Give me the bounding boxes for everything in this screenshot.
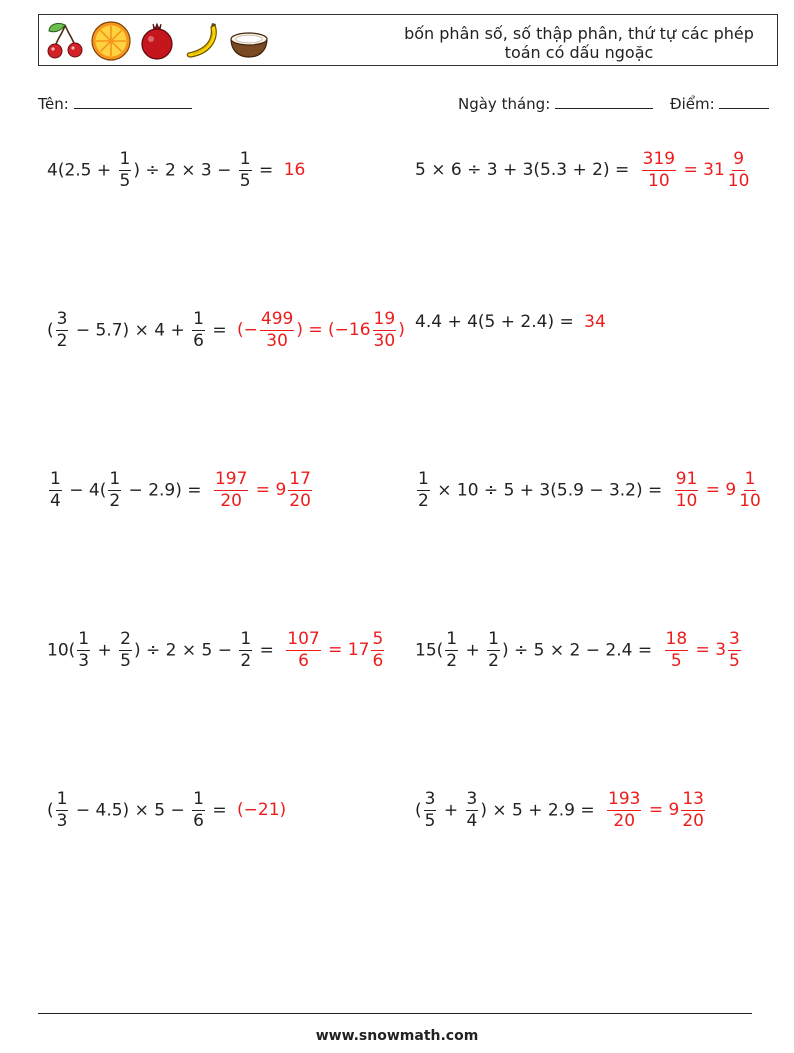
fraction-denominator: 5 bbox=[119, 170, 131, 191]
fraction bbox=[445, 628, 458, 671]
score-field[interactable] bbox=[670, 94, 769, 113]
fraction-denominator: 2 bbox=[446, 650, 458, 671]
fraction-numerator: 1 bbox=[56, 788, 68, 809]
fraction-numerator: 17 bbox=[289, 468, 311, 489]
orange-slice-icon bbox=[89, 19, 133, 63]
fraction bbox=[49, 468, 62, 511]
math-text: = 9 bbox=[250, 480, 287, 500]
problem-expression bbox=[47, 788, 232, 831]
math-text: ( bbox=[47, 800, 54, 820]
fraction bbox=[119, 628, 132, 671]
problem-8 bbox=[415, 622, 743, 678]
name-label: Tên: bbox=[38, 95, 69, 113]
fraction bbox=[738, 468, 762, 511]
problem-answer bbox=[237, 800, 286, 820]
math-text: 4(2.5 + bbox=[47, 160, 117, 180]
problem-expression bbox=[415, 312, 579, 332]
math-text: − 4( bbox=[63, 480, 107, 500]
problem-6 bbox=[415, 462, 764, 518]
fraction-denominator: 5 bbox=[729, 650, 740, 671]
fraction bbox=[286, 628, 320, 671]
fraction bbox=[371, 628, 384, 671]
problem-answer bbox=[605, 788, 707, 831]
worksheet-header bbox=[38, 14, 778, 66]
fraction-numerator: 1 bbox=[744, 468, 756, 489]
math-text: = 17 bbox=[322, 640, 370, 660]
math-text: (−21) bbox=[237, 800, 287, 820]
problem-answer bbox=[584, 312, 606, 332]
fraction-denominator: 2 bbox=[418, 490, 429, 511]
pomegranate-icon bbox=[135, 19, 179, 63]
math-text: ) = (−16 bbox=[296, 320, 371, 340]
fraction bbox=[466, 788, 479, 831]
fraction-denominator: 6 bbox=[193, 810, 204, 831]
fraction-numerator: 1 bbox=[488, 628, 499, 649]
fraction-denominator: 2 bbox=[240, 650, 252, 671]
worksheet-title: bốn phân số, số thập phân, thứ tự các phép toán có dấu ngoặc bbox=[404, 24, 754, 62]
math-text: ( bbox=[415, 800, 422, 820]
math-text: = bbox=[253, 160, 279, 180]
math-text: ) ÷ 2 × 3 − bbox=[133, 160, 237, 180]
math-text: = bbox=[254, 640, 280, 660]
fraction-numerator: 1 bbox=[446, 628, 458, 649]
fraction-numerator: 5 bbox=[372, 628, 384, 649]
problem-expression bbox=[415, 628, 658, 671]
fraction-numerator: 193 bbox=[608, 788, 641, 809]
math-text: − 5.7) × 4 + bbox=[70, 320, 191, 340]
date-field[interactable] bbox=[458, 94, 653, 113]
problem-expression bbox=[415, 788, 600, 831]
fraction bbox=[108, 468, 121, 511]
fraction-numerator: 1 bbox=[193, 788, 204, 809]
math-text: ) ÷ 2 × 5 − bbox=[133, 640, 238, 660]
fraction-numerator: 19 bbox=[373, 308, 396, 329]
math-text: ) × 5 + 2.9 = bbox=[480, 800, 600, 820]
fraction bbox=[192, 788, 205, 831]
math-text: 5 × 6 ÷ 3 + 3(5.3 + 2) = bbox=[415, 160, 635, 180]
fraction bbox=[728, 628, 741, 671]
fraction-denominator: 10 bbox=[727, 170, 750, 191]
fraction-denominator: 20 bbox=[220, 490, 242, 511]
fraction bbox=[56, 308, 69, 351]
fraction bbox=[373, 308, 397, 351]
math-text: = bbox=[206, 320, 232, 340]
fraction bbox=[642, 148, 676, 191]
fraction-denominator: 6 bbox=[193, 330, 204, 351]
fraction-denominator: 5 bbox=[670, 650, 682, 671]
fraction bbox=[77, 628, 90, 671]
score-blank[interactable] bbox=[719, 94, 769, 109]
fraction-denominator: 20 bbox=[613, 810, 636, 831]
fraction-denominator: 4 bbox=[50, 490, 61, 511]
fraction-denominator: 2 bbox=[109, 490, 121, 511]
date-label: Ngày tháng: bbox=[458, 95, 551, 113]
fraction-numerator: 499 bbox=[260, 308, 294, 329]
problem-9 bbox=[47, 782, 286, 838]
math-text: × 10 ÷ 5 + 3(5.9 − 3.2) = bbox=[431, 480, 668, 500]
fraction-denominator: 4 bbox=[466, 810, 478, 831]
math-text: = bbox=[206, 800, 232, 820]
fraction-denominator: 20 bbox=[289, 490, 311, 511]
problem-1 bbox=[47, 142, 305, 198]
problem-expression bbox=[415, 468, 668, 511]
fraction-numerator: 1 bbox=[240, 628, 252, 649]
problem-expression bbox=[47, 308, 232, 351]
fraction-denominator: 20 bbox=[682, 810, 704, 831]
fraction-numerator: 18 bbox=[665, 628, 688, 649]
footer-divider bbox=[38, 1013, 752, 1014]
math-text: + bbox=[438, 800, 464, 820]
fraction bbox=[424, 788, 437, 831]
math-text: 16 bbox=[283, 160, 306, 180]
fraction-denominator: 6 bbox=[298, 650, 309, 671]
fraction-numerator: 1 bbox=[109, 468, 121, 489]
math-text: = 31 bbox=[678, 160, 725, 180]
fraction-numerator: 1 bbox=[418, 468, 429, 489]
math-text: 10( bbox=[47, 640, 76, 660]
problem-3 bbox=[47, 302, 405, 358]
fraction-denominator: 3 bbox=[78, 650, 90, 671]
cherry-icon bbox=[43, 19, 87, 63]
fraction-numerator: 1 bbox=[50, 468, 61, 489]
fraction-numerator: 13 bbox=[682, 788, 704, 809]
fraction-denominator: 3 bbox=[56, 810, 68, 831]
name-field[interactable] bbox=[38, 94, 192, 113]
fraction bbox=[260, 308, 294, 351]
fraction-denominator: 30 bbox=[373, 330, 396, 351]
problem-answer bbox=[212, 468, 314, 511]
problem-expression bbox=[415, 160, 635, 180]
problem-answer bbox=[237, 308, 405, 351]
fraction bbox=[607, 788, 641, 831]
fraction-denominator: 2 bbox=[56, 330, 68, 351]
problem-answer bbox=[284, 628, 386, 671]
fraction-denominator: 6 bbox=[372, 650, 384, 671]
fruit-icons bbox=[43, 19, 271, 63]
fraction bbox=[214, 468, 248, 511]
fraction bbox=[192, 308, 205, 351]
math-text: + bbox=[460, 640, 486, 660]
math-text: + bbox=[92, 640, 118, 660]
score-label: Điểm: bbox=[670, 95, 715, 113]
math-text: 4.4 + 4(5 + 2.4) = bbox=[415, 312, 580, 332]
math-text: − 4.5) × 5 − bbox=[70, 800, 191, 820]
fraction bbox=[417, 468, 430, 511]
fraction bbox=[681, 788, 705, 831]
fraction-numerator: 1 bbox=[119, 148, 131, 169]
math-text: = 9 bbox=[700, 480, 737, 500]
fraction bbox=[239, 148, 252, 191]
fraction bbox=[288, 468, 312, 511]
fraction-numerator: 2 bbox=[120, 628, 131, 649]
fraction-numerator: 91 bbox=[675, 468, 698, 489]
fraction-denominator: 30 bbox=[266, 330, 288, 351]
fraction-denominator: 10 bbox=[675, 490, 698, 511]
fraction-denominator: 5 bbox=[120, 650, 131, 671]
math-text: ) ÷ 5 × 2 − 2.4 = bbox=[501, 640, 658, 660]
fraction bbox=[119, 148, 132, 191]
problem-answer bbox=[284, 160, 306, 180]
fraction bbox=[56, 788, 69, 831]
fraction-numerator: 3 bbox=[466, 788, 478, 809]
fraction bbox=[487, 628, 500, 671]
fraction bbox=[665, 628, 689, 671]
fraction-denominator: 2 bbox=[488, 650, 499, 671]
problem-5 bbox=[47, 462, 314, 518]
problem-expression bbox=[47, 148, 279, 191]
fraction-numerator: 1 bbox=[78, 628, 90, 649]
math-text: = 9 bbox=[643, 800, 680, 820]
fraction-numerator: 9 bbox=[733, 148, 745, 169]
math-text: 34 bbox=[584, 312, 606, 332]
math-text: 15( bbox=[415, 640, 444, 660]
fraction-numerator: 3 bbox=[729, 628, 740, 649]
coconut-icon bbox=[227, 19, 271, 63]
fraction-numerator: 197 bbox=[214, 468, 248, 489]
fraction-denominator: 5 bbox=[239, 170, 251, 191]
math-text: (− bbox=[237, 320, 258, 340]
problem-expression bbox=[47, 628, 280, 671]
fraction-denominator: 5 bbox=[424, 810, 436, 831]
banana-icon bbox=[181, 19, 225, 63]
problem-answer bbox=[640, 148, 753, 191]
fraction-numerator: 107 bbox=[287, 628, 320, 649]
fraction-denominator: 10 bbox=[739, 490, 761, 511]
math-text: ) bbox=[398, 320, 405, 340]
problem-4 bbox=[415, 294, 606, 350]
math-text: ( bbox=[47, 320, 54, 340]
date-blank[interactable] bbox=[555, 94, 653, 109]
fraction-numerator: 3 bbox=[424, 788, 436, 809]
name-blank[interactable] bbox=[74, 94, 192, 109]
problem-2 bbox=[415, 142, 752, 198]
problem-answer bbox=[673, 468, 764, 511]
problem-answer bbox=[663, 628, 743, 671]
fraction bbox=[675, 468, 699, 511]
fraction-numerator: 1 bbox=[193, 308, 204, 329]
fraction bbox=[727, 148, 751, 191]
fraction bbox=[239, 628, 252, 671]
fraction-numerator: 3 bbox=[56, 308, 68, 329]
problem-10 bbox=[415, 782, 707, 838]
problem-7 bbox=[47, 622, 386, 678]
fraction-denominator: 10 bbox=[648, 170, 670, 191]
fraction-numerator: 1 bbox=[239, 148, 251, 169]
math-text: − 2.9) = bbox=[123, 480, 207, 500]
problem-expression bbox=[47, 468, 207, 511]
fraction-numerator: 319 bbox=[642, 148, 676, 169]
math-text: = 3 bbox=[690, 640, 727, 660]
footer-url[interactable]: www.snowmath.com bbox=[315, 1028, 479, 1044]
